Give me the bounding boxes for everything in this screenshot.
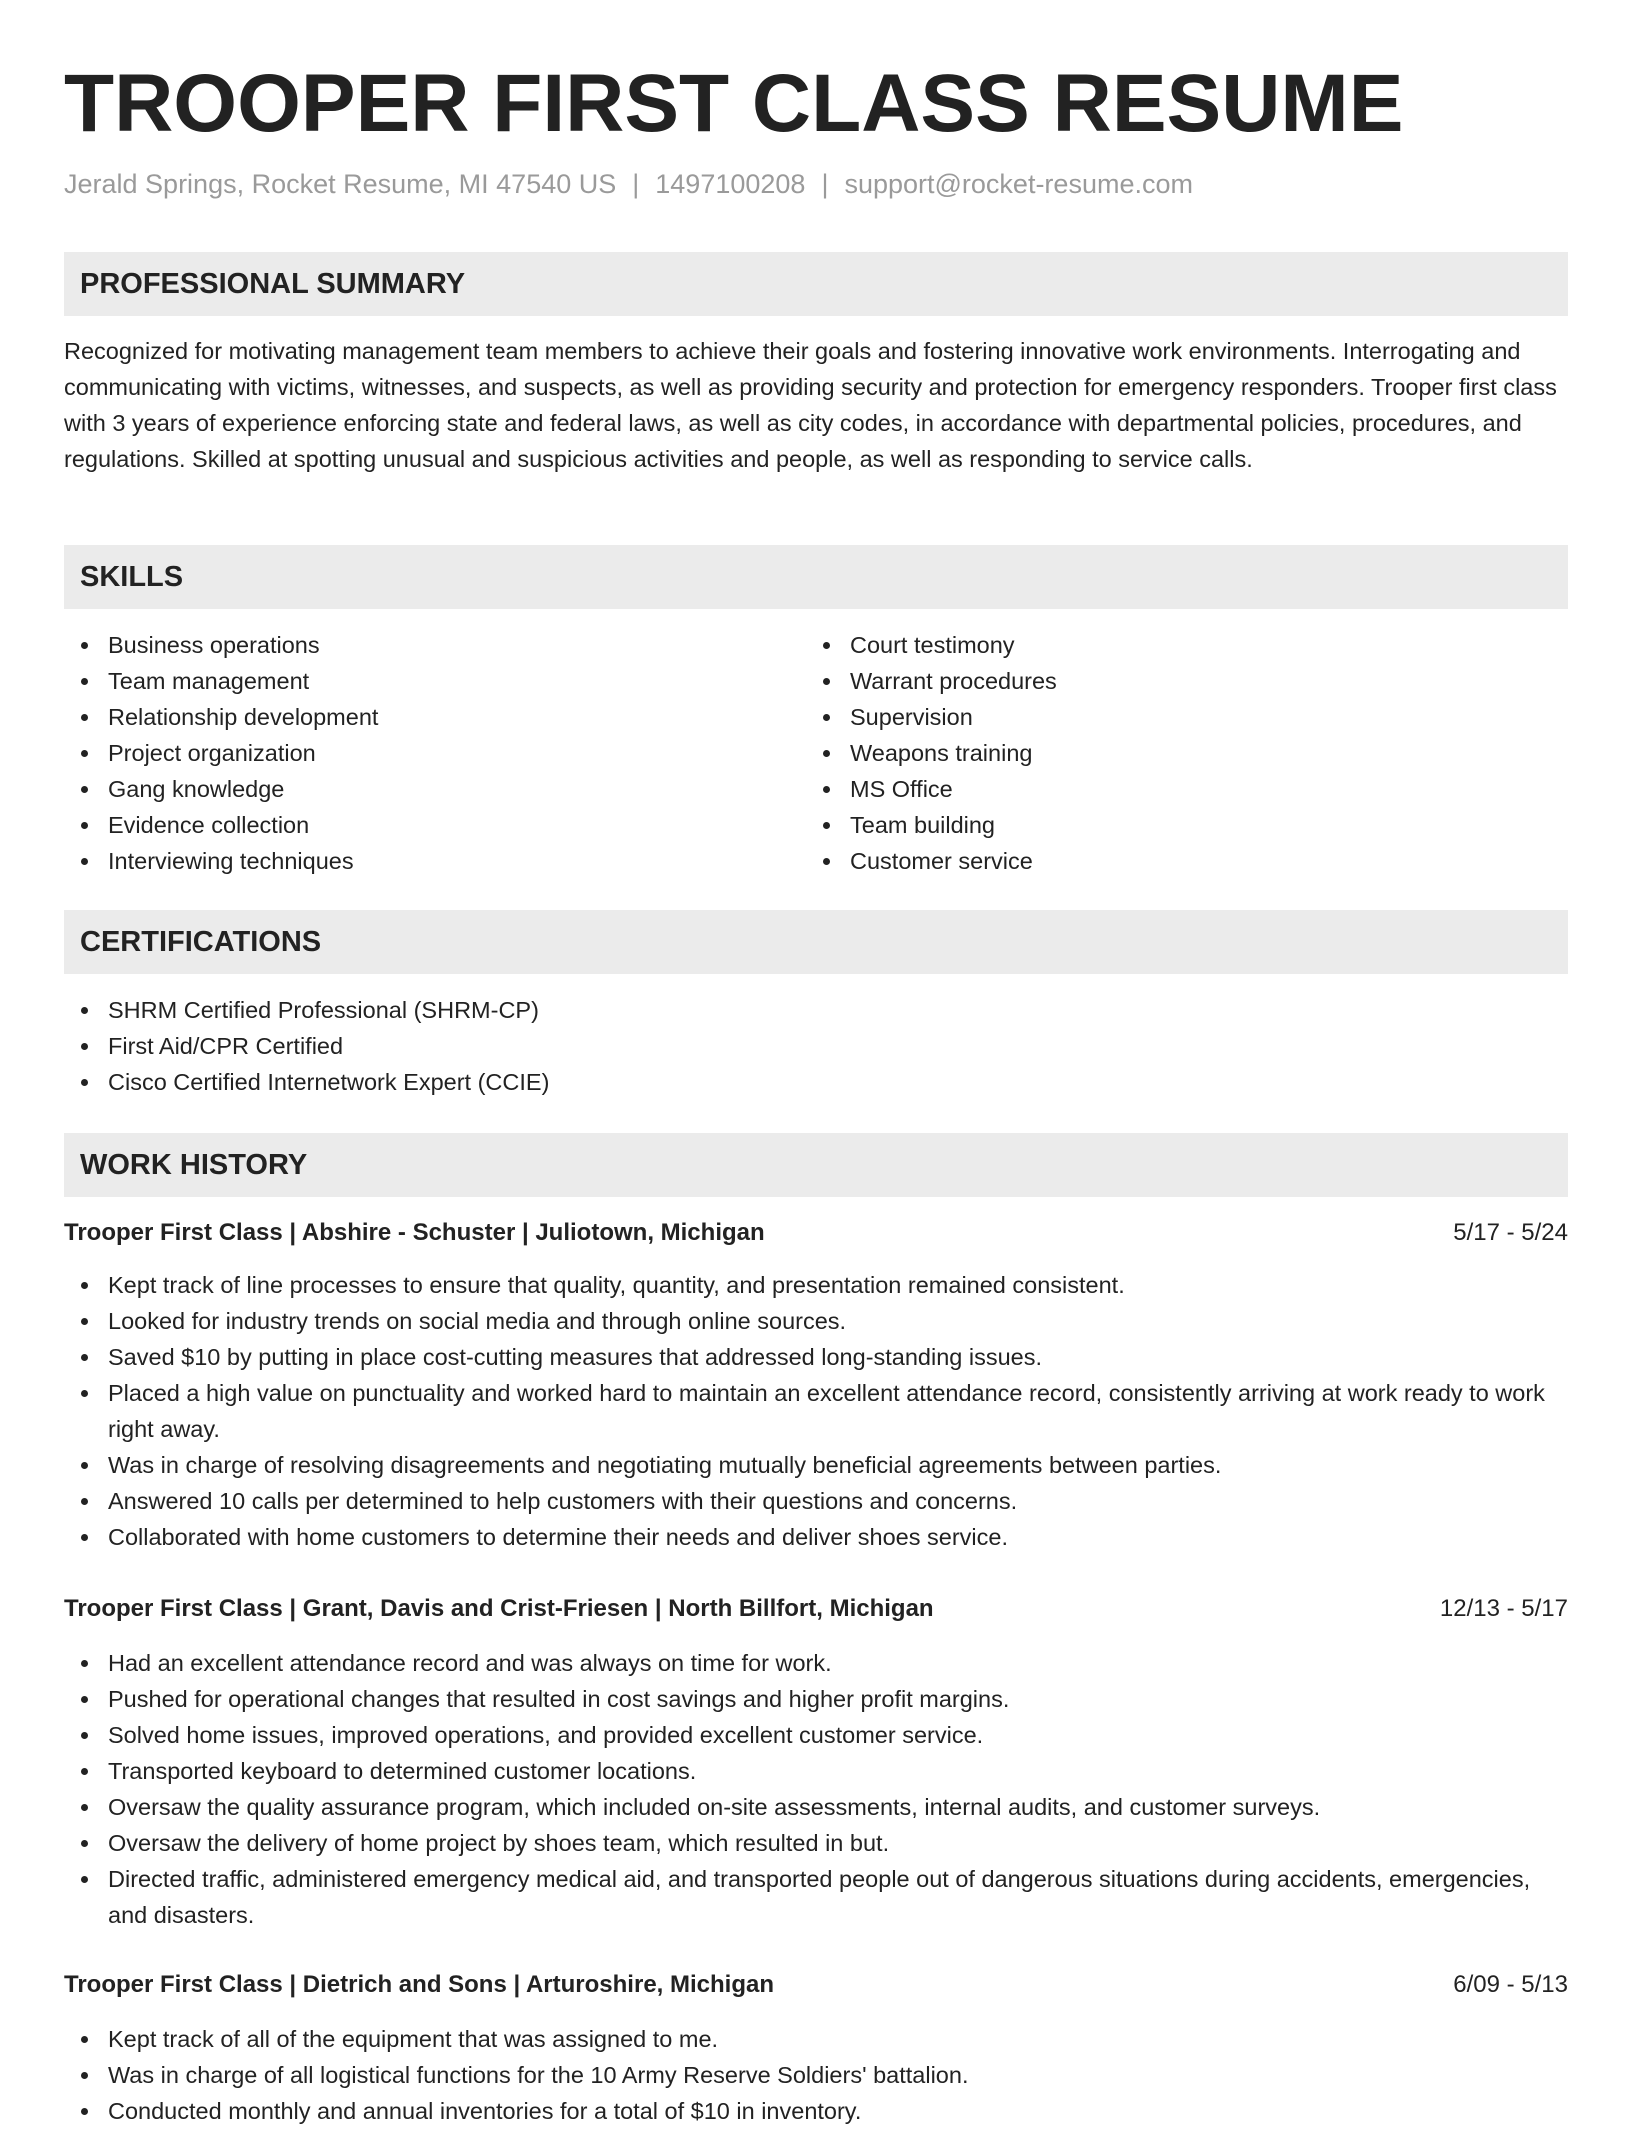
certifications-heading: CERTIFICATIONS	[80, 926, 322, 958]
skill-item: Weapons training	[806, 735, 1546, 771]
job-bullet: Answered 10 calls per determined to help customers with their questions and concerns.	[64, 1483, 1568, 1519]
job-bullet: Directed traffic, administered emergency medical aid, and transported people out of dangerous situations during accidents, emergencies, and disasters.	[64, 1861, 1568, 1933]
job-bullet: Solved home issues, improved operations, and provided excellent customer service.	[64, 1717, 1568, 1753]
contact-phone[interactable]: 1497100208	[655, 169, 806, 199]
contact-email[interactable]: support@rocket-resume.com	[844, 169, 1193, 199]
summary-section-header	[64, 252, 1568, 316]
job-title: Trooper First Class | Abshire - Schuster | Juliotown, Michigan	[64, 1219, 765, 1246]
job-bullet: Kept track of all of the equipment that was assigned to me.	[64, 2021, 1568, 2057]
contact-separator: |	[821, 169, 829, 199]
certifications-section-header	[64, 910, 1568, 974]
summary-text: Recognized for motivating management team members to achieve their goals and fostering innovative work environments. Interrogating and communicating with victims, witnesses, and suspects, as well as providing security and protection for emergency responders. Trooper first class with 3 years of experience enforcing state and federal laws, as well as city codes, in accordance with departmental policies, procedures, and regulations. Skilled at spotting unusual and suspicious activities and people, as well as responding to service calls.	[64, 338, 1557, 472]
work-history-section-header	[64, 1133, 1568, 1197]
skills-section-header	[64, 545, 1568, 609]
job-dates: 5/17 - 5/24	[1453, 1219, 1568, 1246]
job-header	[64, 1967, 1568, 2003]
skills-list-right	[806, 627, 1546, 879]
skill-item: Gang knowledge	[64, 771, 804, 807]
skill-item: Evidence collection	[64, 807, 804, 843]
job-bullet: Pushed for operational changes that resulted in cost savings and higher profit margins.	[64, 1681, 1568, 1717]
skills-list-left	[64, 627, 804, 879]
certification-item: Cisco Certified Internetwork Expert (CCIE)	[64, 1064, 1568, 1100]
job-dates: 12/13 - 5/17	[1439, 1595, 1568, 1622]
skill-item: Project organization	[64, 735, 804, 771]
job-bullet: Collaborated with home customers to determine their needs and deliver shoes service.	[64, 1519, 1568, 1555]
work-history-heading: WORK HISTORY	[80, 1149, 308, 1181]
skill-item: Business operations	[64, 627, 804, 663]
job-bullet: Oversaw the delivery of home project by shoes team, which resulted in but.	[64, 1825, 1568, 1861]
job-bullet: Looked for industry trends on social media and through online sources.	[64, 1303, 1568, 1339]
skill-item: Court testimony	[806, 627, 1546, 663]
job-bullet: Was in charge of all logistical functions for the 10 Army Reserve Soldiers' battalion.	[64, 2057, 1568, 2093]
certifications-list	[64, 992, 1568, 1100]
contact-address: Jerald Springs, Rocket Resume, MI 47540 US	[64, 169, 617, 199]
contact-separator: |	[632, 169, 640, 199]
skill-item: Customer service	[806, 843, 1546, 879]
job-header	[64, 1591, 1568, 1627]
job-dates: 6/09 - 5/13	[1453, 1971, 1568, 1998]
skills-heading: SKILLS	[80, 561, 184, 593]
skill-item: Warrant procedures	[806, 663, 1546, 699]
certification-item: First Aid/CPR Certified	[64, 1028, 1568, 1064]
skill-item: Team management	[64, 663, 804, 699]
skill-item: Supervision	[806, 699, 1546, 735]
job-bullet: Kept track of line processes to ensure that quality, quantity, and presentation remained consistent.	[64, 1267, 1568, 1303]
job-bullet: Was in charge of resolving disagreements and negotiating mutually beneficial agreements between parties.	[64, 1447, 1568, 1483]
job-bullets	[64, 2021, 1568, 2129]
job-bullet: Conducted monthly and annual inventories for a total of $10 in inventory.	[64, 2093, 1568, 2129]
job-bullet: Oversaw the quality assurance program, which included on-site assessments, internal audits, and customer surveys.	[64, 1789, 1568, 1825]
resume-title: TROOPER FIRST CLASS RESUME	[64, 58, 1404, 149]
job-bullet: Saved $10 by putting in place cost-cutting measures that addressed long-standing issues.	[64, 1339, 1568, 1375]
contact-line	[64, 166, 1193, 202]
skill-item: Relationship development	[64, 699, 804, 735]
job-bullet: Transported keyboard to determined customer locations.	[64, 1753, 1568, 1789]
job-bullets	[64, 1645, 1568, 1933]
job-bullet: Had an excellent attendance record and was always on time for work.	[64, 1645, 1568, 1681]
skill-item: Team building	[806, 807, 1546, 843]
skill-item: Interviewing techniques	[64, 843, 804, 879]
job-title: Trooper First Class | Grant, Davis and Crist-Friesen | North Billfort, Michigan	[64, 1595, 934, 1622]
job-title: Trooper First Class | Dietrich and Sons | Arturoshire, Michigan	[64, 1971, 775, 1998]
job-bullet: Placed a high value on punctuality and worked hard to maintain an excellent attendance record, consistently arriving at work ready to work right away.	[64, 1375, 1568, 1447]
summary-heading: PROFESSIONAL SUMMARY	[80, 268, 466, 300]
certification-item: SHRM Certified Professional (SHRM-CP)	[64, 992, 1568, 1028]
skill-item: MS Office	[806, 771, 1546, 807]
job-bullets	[64, 1267, 1568, 1555]
job-header	[64, 1215, 1568, 1251]
